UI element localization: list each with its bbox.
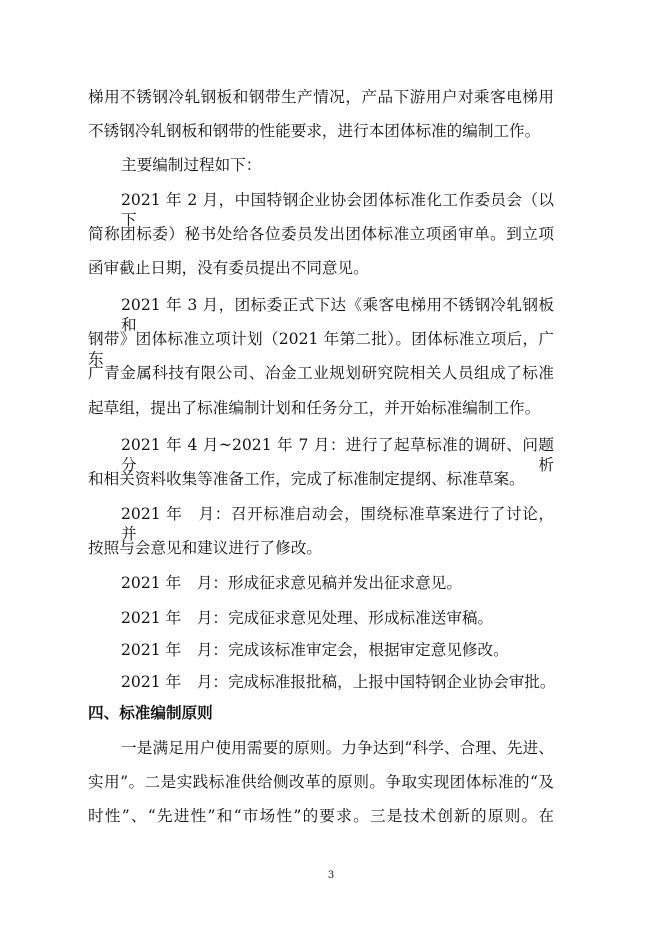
text-line: 2021 年 2 月，中国特钢企业协会团体标准化工作委员会（以下 [121,191,554,229]
text-line: 2021 年 4 月~2021 年 7 月：进行了起草标准的调研、问题分析 [121,436,554,474]
text-line: 时性”、“先进性”和“市场性”的要求。三是技术创新的原则。在 [88,807,554,825]
page-number: 3 [327,870,335,881]
text-line: 和相关资料收集等准备工作，完成了标准制定提纲、标准草案。 [88,470,525,488]
text-line: 简称团标委）秘书处给各位委员发出团体标准立项函审单。到立项 [88,225,554,243]
text-line: 一是满足用户使用需要的原则。力争达到“科学、合理、先进、 [121,739,554,757]
text-line: 2021 年 月：完成标准报批稿，上报中国特钢企业协会审批。 [121,673,556,691]
text-line: 起草组，提出了标准编制计划和任务分工，并开始标准编制工作。 [88,399,541,417]
text-line: 不锈钢冷轧钢板和钢带的性能要求，进行本团体标准的编制工作。 [88,122,541,140]
text-line: 广青金属科技有限公司、冶金工业规划研究院相关人员组成了标准 [88,364,554,382]
text-line: 2021 年 月：完成该标准审定会，根据审定意见修改。 [121,641,509,659]
text-line: 梯用不锈钢冷轧钢板和钢带生产情况，产品下游用户对乘客电梯用 [88,88,554,106]
section-heading: 四、标准编制原则 [88,704,213,722]
text-line: 2021 年 月：召开标准启动会，围绕标准草案进行了讨论，并 [121,505,554,543]
text-line: 函审截止日期，没有委员提出不同意见。 [88,259,369,277]
text-line: 主要编制过程如下： [121,156,262,174]
text-line: 钢带》团体标准立项计划（2021 年第二批）。团体标准立项后，广东 [88,330,554,368]
text-line: 实用”。二是实践标准供给侧改革的原则。争取实现团体标准的“及 [88,773,554,791]
text-line: 2021 年 月：形成征求意见稿并发出征求意见。 [121,574,462,592]
text-line: 按照与会意见和建议进行了修改。 [88,539,322,557]
text-line: 2021 年 3 月，团标委正式下达《乘客电梯用不锈钢冷轧钢板和 [121,296,554,334]
text-line: 2021 年 月：完成征求意见处理、形成标准送审稿。 [121,609,494,627]
